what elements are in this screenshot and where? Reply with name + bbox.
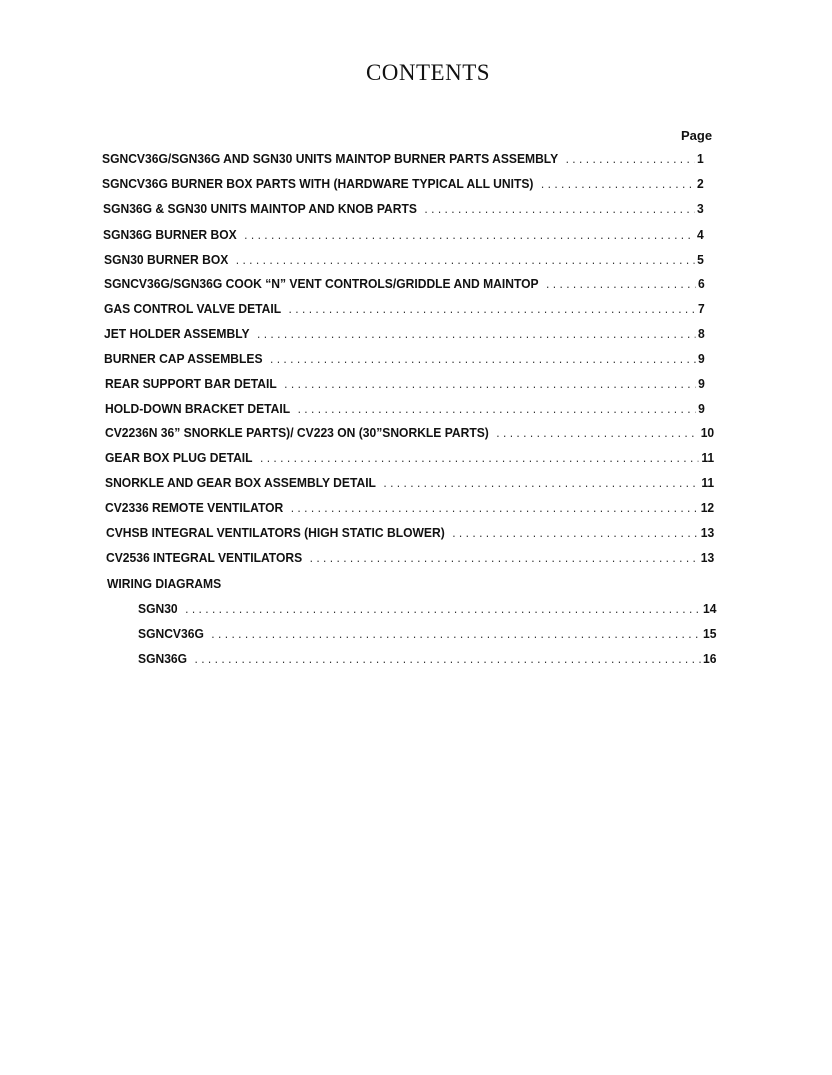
dot-leader [496, 425, 698, 440]
toc-entry-page: 16 [703, 651, 717, 666]
toc-subentry [138, 601, 716, 616]
dot-leader [260, 450, 699, 465]
dot-leader [289, 301, 696, 316]
toc-subentry [138, 626, 716, 641]
toc-entry-page: 10 [700, 425, 715, 440]
toc-entry [105, 425, 714, 440]
toc-entry-title: GEAR BOX PLUG DETAIL [105, 450, 253, 465]
toc-entry-page: 1 [696, 151, 704, 166]
toc-entry-title: CV2236N 36” SNORKLE PARTS)/ CV223 ON (30”SNORKLE PARTS) [105, 425, 489, 440]
dot-leader [566, 151, 695, 166]
toc-entry-title: CV2536 INTEGRAL VENTILATORS [106, 550, 303, 565]
toc-entry [104, 326, 705, 341]
toc-entry [104, 301, 705, 316]
toc-entry-title: HOLD-DOWN BRACKET DETAIL [105, 401, 291, 416]
toc-entry-page: 13 [700, 550, 715, 565]
toc-entry-title: REAR SUPPORT BAR DETAIL [105, 376, 277, 391]
toc-entry [105, 376, 705, 391]
toc-entry-page: 12 [700, 500, 715, 515]
toc-entry-page: 9 [698, 376, 705, 391]
dot-leader [298, 401, 696, 416]
toc-entry-page: 9 [698, 401, 705, 416]
toc-entry-page: 11 [701, 450, 715, 465]
toc-entry-page: 8 [698, 326, 705, 341]
toc-entry-page: 7 [698, 301, 705, 316]
toc-entry-title: SGN30 BURNER BOX [104, 252, 229, 267]
dot-leader [291, 500, 698, 515]
dot-leader [284, 376, 695, 391]
toc-entry-title: SGNCV36G BURNER BOX PARTS WITH (HARDWARE TYPICAL ALL UNITS) [102, 176, 534, 191]
toc-entry-page: 9 [698, 351, 705, 366]
toc-entry-title: CV2336 REMOTE VENTILATOR [105, 500, 284, 515]
page-column-header: Page [681, 128, 713, 143]
toc-entry [106, 525, 714, 540]
toc-entry [104, 252, 704, 267]
toc-entry [102, 176, 704, 191]
toc-entry-page: 5 [697, 252, 704, 267]
toc-entry-page: 2 [696, 176, 704, 191]
page-title: CONTENTS [365, 60, 491, 85]
toc-entry [105, 450, 714, 465]
toc-entry-title: SGNCV36G/SGN36G COOK “N” VENT CONTROLS/GRIDDLE AND MAINTOP [104, 276, 539, 291]
toc-entry [105, 500, 714, 515]
wiring-diagrams-heading: WIRING DIAGRAMS [107, 576, 222, 591]
toc-entry-title: CVHSB INTEGRAL VENTILATORS (HIGH STATIC BLOWER) [106, 525, 445, 540]
dot-leader [194, 651, 700, 666]
toc-entry-title: SGN30 [138, 601, 178, 616]
toc-entry-page: 3 [697, 201, 704, 216]
toc-entry-title: SGNCV36G [138, 626, 204, 641]
toc-entry-title: JET HOLDER ASSEMBLY [104, 326, 250, 341]
toc-entry [103, 201, 704, 216]
dot-leader [452, 525, 698, 540]
dot-leader [211, 626, 700, 641]
toc-entry [102, 151, 704, 166]
toc-entry-title: SGN36G & SGN30 UNITS MAINTOP AND KNOB PARTS [103, 201, 417, 216]
toc-entry-page: 13 [700, 525, 715, 540]
toc-entry-page: 4 [697, 227, 704, 242]
toc-entry [105, 401, 705, 416]
toc-entry-title: SGN36G BURNER BOX [103, 227, 237, 242]
toc-entry [105, 475, 714, 490]
toc-entry-page: 6 [698, 276, 705, 291]
dot-leader [270, 351, 695, 366]
dot-leader [541, 176, 694, 191]
toc-entry [106, 550, 714, 565]
toc-entry [103, 227, 704, 242]
toc-entry-title: SGNCV36G/SGN36G AND SGN30 UNITS MAINTOP BURNER PARTS ASSEMBLY [102, 151, 559, 166]
dot-leader [236, 252, 695, 267]
toc-entry-title: GAS CONTROL VALVE DETAIL [104, 301, 282, 316]
toc-entry [104, 351, 705, 366]
dot-leader [310, 550, 698, 565]
dot-leader [546, 276, 695, 291]
toc-entry-page: 14 [703, 601, 717, 616]
dot-leader [244, 227, 694, 242]
dot-leader [383, 475, 698, 490]
dot-leader [257, 326, 695, 341]
toc-entry-title: BURNER CAP ASSEMBLES [104, 351, 263, 366]
toc-entry-page: 11 [701, 475, 715, 490]
toc-entry-title: SGN36G [138, 651, 188, 666]
dot-leader [424, 201, 694, 216]
dot-leader [185, 601, 700, 616]
toc-subentry [138, 651, 716, 666]
toc-entry-page: 15 [703, 626, 717, 641]
toc-entry [104, 276, 705, 291]
toc-entry-title: SNORKLE AND GEAR BOX ASSEMBLY DETAIL [105, 475, 376, 490]
